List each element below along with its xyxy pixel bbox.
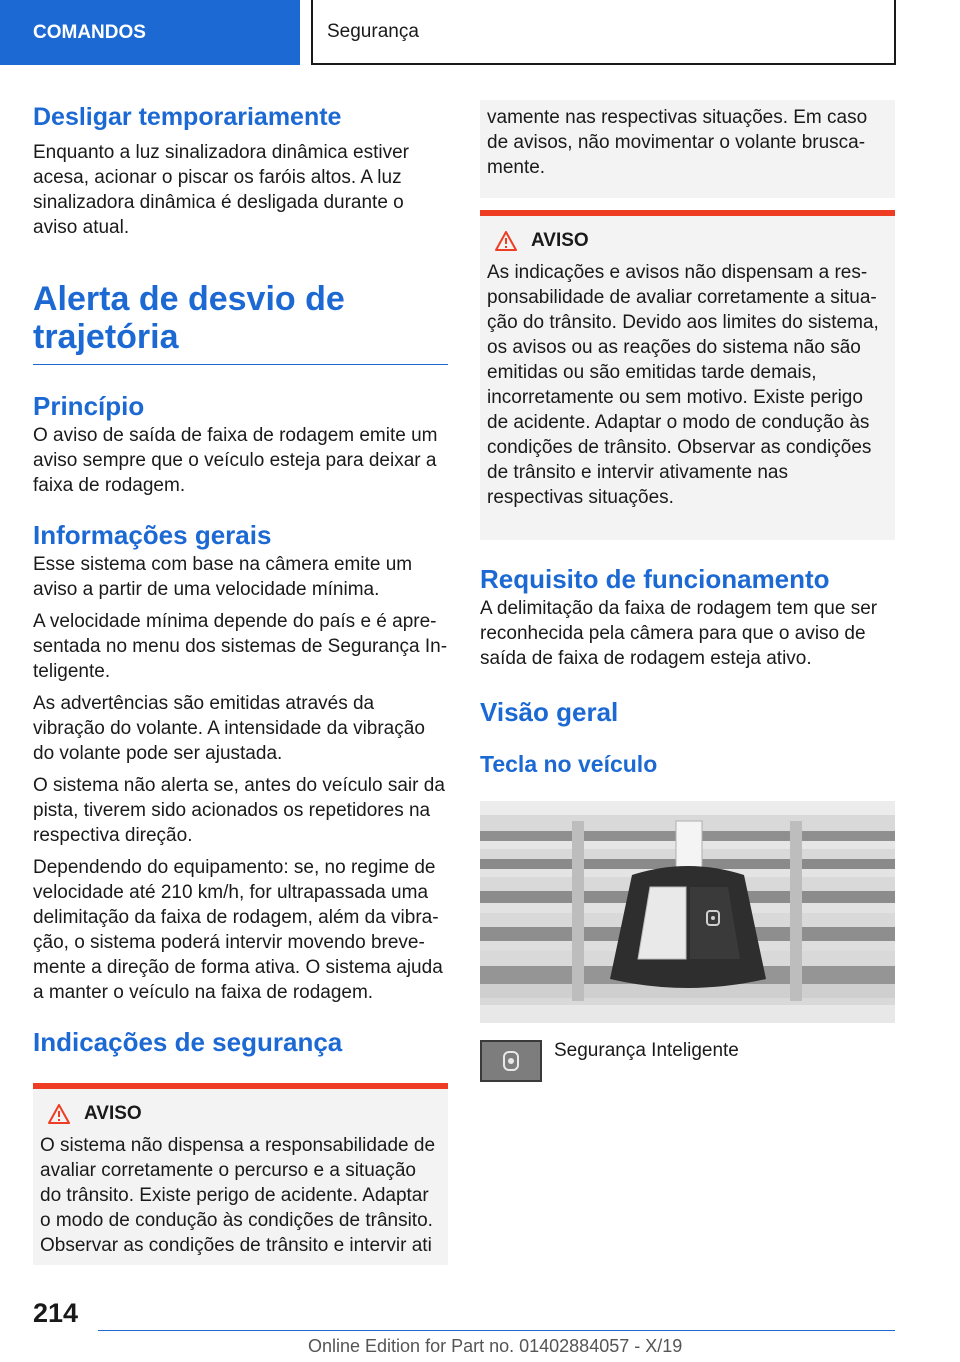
paragraph-desligar: Enquanto a luz sinalizadora dinâmica estiver acesa, acionar o piscar os faróis altos. A luz sinalizadora dinâmica é desligada durante o aviso atual. — [33, 142, 409, 238]
caption-text: Segurança Inteligente — [554, 1040, 739, 1061]
section-header — [311, 0, 896, 65]
warning-box — [33, 1083, 448, 1265]
footer-edition: Online Edition for Part no. 01402884057 - X/19 — [308, 1336, 683, 1356]
warning-text: O sistema não dispensa a responsabilidade de avaliar corretamente o percurso e a situação do trânsito. Existe perigo de acidente. Adaptar o modo de condução às condições de trânsito. Observar as condições de trânsito e intervir ati — [40, 1135, 436, 1256]
warning-title-text-2: AVISO — [531, 230, 589, 251]
heading-informacoes: Informações gerais — [33, 520, 272, 550]
warning-text-2: As indicações e avisos não dispensam a responsabilidade de avaliar corretamente a situação do trânsito. Devido aos limites do sistema, os avisos ou as reações do sistema não são emitidas ou são emitidas tarde demais, incorretamente ou sem motivo. Existe perigo de acidente. Adaptar o modo de condução às condições de trânsito. Observar as condições de trânsito e intervir ativamente nas respectivas situações. — [487, 262, 879, 508]
warning-triangle-icon — [495, 231, 517, 251]
heading-desligar: Desligar temporariamente — [33, 103, 342, 131]
heading-visao: Visão geral — [480, 697, 619, 727]
paragraph-info-1: Esse sistema com base na câmera emite um aviso a partir de uma velocidade mínima. — [33, 554, 413, 600]
page-number: 214 — [33, 1298, 79, 1328]
right-column — [480, 100, 895, 779]
warning-title-text: AVISO — [84, 1103, 142, 1124]
paragraph-principio: O aviso de saída de faixa de rodagem emite um aviso sempre que o veículo esteja para deixar a faixa de rodagem. — [33, 425, 438, 496]
heading-seguranca: Indicações de segurança — [33, 1027, 343, 1057]
paragraph-requisito: A delimitação da faixa de rodagem tem que ser reconhecida pela câmera para que o aviso de saída de faixa de rodagem esteja ativo. — [480, 598, 878, 669]
heading-alerta: Alerta de desvio de trajetória — [33, 280, 448, 365]
heading-requisito: Requisito de funcionamento — [480, 564, 830, 594]
paragraph-info-2: A velocidade mínima depende do país e é apresentada no menu dos sistemas de Segurança Inteligente. — [33, 611, 448, 682]
warning-box-2 — [480, 210, 895, 540]
section-header-label: Segurança — [327, 20, 419, 42]
warning-title-2 — [487, 230, 886, 252]
warning-continuation — [480, 100, 895, 198]
paragraph-info-4: O sistema não alerta se, antes do veículo sair da pista, tiverem sido acionados os repetidores na respectiva direção. — [33, 775, 445, 846]
footer-divider — [98, 1330, 895, 1331]
left-column — [33, 100, 448, 1265]
chapter-tab — [0, 0, 300, 65]
paragraph-info-3: As advertências são emitidas através da vibração do volante. A intensidade da vibração do volante pode ser ajustada. — [33, 693, 425, 764]
heading-principio: Princípio — [33, 391, 145, 421]
warning-title — [40, 1103, 439, 1125]
lane-assist-icon — [480, 1040, 542, 1082]
paragraph-info-5: Dependendo do equipamento: se, no regime de velocidade até 210 km/h, for ultrapassada uma delimitação da faixa de rodagem, além da vibração, o sistema poderá intervir movendo brevemente a direção de forma ativa. O sistema ajuda a manter o veículo na faixa de rodagem. — [33, 857, 443, 1003]
warning-continuation-text: vamente nas respectivas situações. Em caso de avisos, não movimentar o volante bruscamente. — [487, 107, 868, 178]
chapter-tab-label: COMANDOS — [33, 21, 146, 43]
heading-tecla: Tecla no veículo — [480, 751, 658, 777]
vehicle-button-photo — [480, 801, 895, 1023]
warning-triangle-icon — [48, 1104, 70, 1124]
